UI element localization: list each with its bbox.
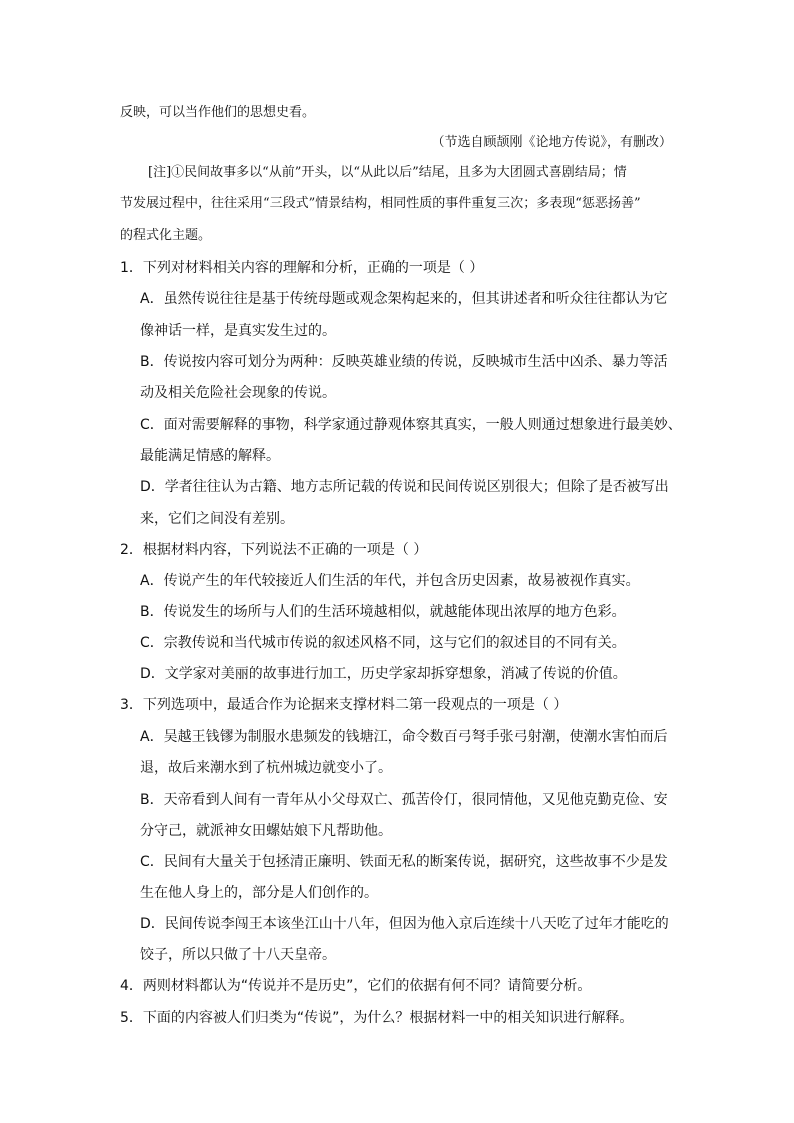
note-line-3: 的程式化主题。 xyxy=(120,228,212,243)
passage-last-line: 反映，可以当作他们的思想史看。 xyxy=(120,105,316,120)
question-3-option-c-line-1: C．民间有大量关于包拯清正廉明、铁面无私的断案传说，据研究，这些故事不少是发 xyxy=(140,854,668,870)
passage-source: （节选自顾颉刚《论地方传说》，有删改） xyxy=(431,135,672,150)
question-1-option-b-line-1: B．传说按内容可划分为两种：反映英雄业绩的传说，反映城市生活中凶杀、暴力等活 xyxy=(140,354,668,370)
question-3-option-b-line-1: B．天帝看到人间有一青年从小父母双亡、孤苦伶仃，很同情他，又见他克勤克俭、安 xyxy=(140,792,668,808)
question-3-option-d-line-1: D．民间传说李闯王本该坐江山十八年，但因为他入京后连续十八天吃了过年才能吃的 xyxy=(140,916,669,932)
question-1-option-b-line-2: 动及相关危险社会现象的传说。 xyxy=(140,385,336,401)
question-1-stem: 1．下列对材料相关内容的理解和分析，正确的一项是（ ） xyxy=(120,260,484,276)
question-1-option-c-line-2: 最能满足情感的解释。 xyxy=(140,448,280,464)
question-3-option-c-line-2: 生在他人身上的，部分是人们创作的。 xyxy=(140,885,378,901)
question-4-stem: 4．两则材料都认为“传说并不是历史”，它们的依据有何不同？请简要分析。 xyxy=(120,978,592,994)
question-1-option-c-line-1: C．面对需要解释的事物，科学家通过静观体察其真实，一般人则通过想象进行最美妙、 xyxy=(140,417,682,433)
question-3-option-a-line-2: 退，故后来潮水到了杭州城边就变小了。 xyxy=(140,760,392,776)
question-2-option-a: A．传说产生的年代较接近人们生活的年代，并包含历史因素，故易被视作真实。 xyxy=(140,573,640,589)
question-3-option-a-line-1: A．吴越王钱镠为制服水患频发的钱塘江，命令数百弓弩手张弓射潮，使潮水害怕而后 xyxy=(140,729,668,745)
question-2-option-b: B．传说发生的场所与人们的生活环境越相似，就越能体现出浓厚的地方色彩。 xyxy=(140,604,626,620)
question-1-option-d-line-2: 来，它们之间没有差别。 xyxy=(140,511,294,527)
question-1-option-d-line-1: D．学者往往认为古籍、地方志所记载的传说和民间传说区别很大；但除了是否被写出 xyxy=(140,479,669,495)
note-line-2: 节发展过程中，往往采用“三段式”情景结构，相同性质的事件重复三次；多表现“惩恶扬善” xyxy=(120,196,641,211)
question-3-option-d-line-2: 饺子，所以只做了十八天皇帝。 xyxy=(140,947,336,963)
question-2-option-d: D．文学家对美丽的故事进行加工，历史学家却拆穿想象，消减了传说的价值。 xyxy=(140,666,627,682)
question-1-option-a-line-2: 像神话一样，是真实发生过的。 xyxy=(140,323,336,339)
question-2-option-c: C．宗教传说和当代城市传说的叙述风格不同，这与它们的叙述目的不同有关。 xyxy=(140,635,626,651)
question-3-stem: 3．下列选项中，最适合作为论据来支撑材料二第一段观点的一项是（ ） xyxy=(120,697,568,713)
question-5-stem: 5．下面的内容被人们归类为“传说”，为什么？根据材料一中的相关知识进行解释。 xyxy=(120,1010,634,1026)
question-3-option-b-line-2: 分守己，就派神女田螺姑娘下凡帮助他。 xyxy=(140,823,392,839)
question-2-stem: 2．根据材料内容，下列说法不正确的一项是（ ） xyxy=(120,542,428,558)
question-1-option-a-line-1: A．虽然传说往往是基于传统母题或观念架构起来的，但其讲述者和听众往往都认为它 xyxy=(140,291,668,307)
note-line-1: [注]①民间故事多以“从前”开头，以“从此以后”结尾，且多为大团圆式喜剧结局；情 xyxy=(148,165,627,180)
